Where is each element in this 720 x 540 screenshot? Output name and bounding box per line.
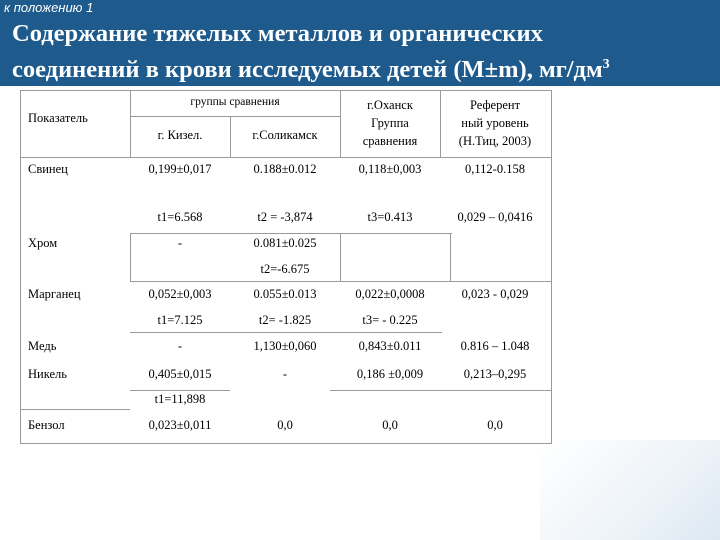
row-line-3 — [130, 332, 442, 333]
table-border-bottom — [20, 443, 552, 444]
title-line-1: Содержание тяжелых металлов и органических — [12, 20, 543, 47]
title-banner — [0, 0, 720, 86]
lead-t3: t3=0.413 — [367, 210, 413, 224]
header-okhansk-line2: Группа — [371, 116, 409, 130]
nickel-solikamsk: - — [282, 367, 288, 381]
table-border-left — [20, 90, 21, 444]
row-divider-3 — [450, 233, 451, 282]
row-line-1 — [130, 233, 452, 234]
copper-solikamsk: 1,130±0,060 — [253, 339, 317, 353]
title-superscript: 3 — [602, 57, 610, 72]
row-divider-2 — [340, 233, 341, 282]
copper-okhansk: 0,843±0.011 — [358, 339, 422, 353]
manganese-reference: 0,023 - 0,029 — [461, 287, 529, 301]
lead-okhansk: 0,118±0,003 — [358, 162, 422, 176]
manganese-t3: t3= - 0.225 — [362, 313, 418, 327]
header-reference-line1: Референт — [469, 98, 521, 112]
benzene-kizel: 0,023±0,011 — [148, 418, 212, 432]
header-indicator: Показатель — [28, 111, 88, 125]
manganese-okhansk: 0,022±0,0008 — [355, 287, 425, 301]
header-reference-line2: ный уровень — [461, 116, 529, 130]
nickel-reference: 0,213–0,295 — [463, 367, 527, 381]
header-group-divider — [130, 116, 340, 117]
header-okhansk-line3: сравнения — [362, 134, 418, 148]
benzene-reference: 0,0 — [487, 418, 503, 432]
row-label-benzene: Бензол — [28, 418, 65, 432]
row-line-2 — [130, 281, 552, 282]
row-label-manganese: Марганец — [28, 287, 81, 301]
row-label-chromium: Хром — [28, 236, 58, 250]
row-divider-1 — [130, 233, 131, 282]
chromium-solikamsk: 0.081±0.025 — [253, 236, 317, 250]
copper-kizel: - — [177, 339, 183, 353]
nickel-kizel: 0,405±0,015 — [148, 367, 212, 381]
header-okhansk-line1: г.Оханск — [367, 98, 413, 112]
header-comparison-groups: группы сравнения — [190, 96, 280, 108]
data-table — [20, 90, 552, 444]
lead-t2: t2 = -3,874 — [257, 210, 313, 224]
lead-solikamsk: 0.188±0.012 — [253, 162, 317, 176]
slide-subtitle: к положению 1 — [4, 0, 94, 15]
row-label-nickel: Никель — [28, 367, 67, 381]
lead-kizel: 0,199±0,017 — [148, 162, 212, 176]
copper-reference: 0.816 – 1.048 — [460, 339, 530, 353]
row-label-copper: Медь — [28, 339, 57, 353]
decorative-gradient — [540, 440, 720, 540]
lead-t1: t1=6.568 — [157, 210, 203, 224]
chromium-t2: t2=-6.675 — [260, 262, 310, 276]
header-col-divider-3 — [340, 90, 341, 158]
nickel-okhansk: 0,186 ±0,009 — [356, 367, 424, 381]
lead-reference-range: 0,029 – 0,0416 — [457, 210, 533, 224]
header-col-divider-2 — [230, 116, 231, 158]
header-bottom-line — [20, 157, 552, 158]
benzene-solikamsk: 0,0 — [277, 418, 293, 432]
header-solikamsk: г.Соликамск — [252, 128, 318, 142]
manganese-t1: t1=7.125 — [157, 313, 203, 327]
manganese-kizel: 0,052±0,003 — [148, 287, 212, 301]
header-kizel: г. Кизел. — [157, 128, 203, 142]
slide-title — [12, 18, 717, 85]
row-label-lead: Свинец — [28, 162, 68, 176]
header-reference-line3: (Н.Тиц, 2003) — [458, 134, 532, 148]
chromium-kizel: - — [177, 236, 183, 250]
row-line-5 — [330, 390, 552, 391]
manganese-t2: t2= -1.825 — [258, 313, 312, 327]
title-line-2: соединений в крови исследуемых детей (М±m), мг/дм — [12, 56, 603, 84]
nickel-t1: t1=11,898 — [154, 392, 206, 406]
manganese-solikamsk: 0.055±0.013 — [253, 287, 317, 301]
header-col-divider-4 — [440, 90, 441, 158]
benzene-okhansk: 0,0 — [382, 418, 398, 432]
header-col-divider-1 — [130, 90, 131, 158]
row-line-6 — [20, 409, 130, 410]
lead-reference: 0,112-0.158 — [465, 162, 525, 176]
row-line-4 — [130, 390, 230, 391]
table-border-top — [20, 90, 552, 91]
